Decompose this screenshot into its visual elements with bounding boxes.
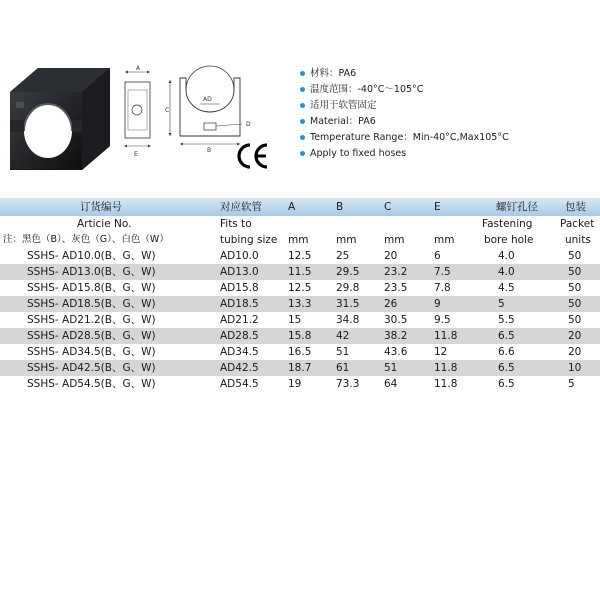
table-cell: SSHS- AD13.0(B、G、W)	[27, 266, 156, 278]
table-cell: 38.2	[384, 330, 408, 342]
table-cell: 26	[384, 298, 398, 310]
table-cell: 23.5	[384, 282, 408, 294]
table-cell: SSHS- AD15.8(B、G、W)	[27, 282, 156, 294]
table-cell: 12	[434, 346, 448, 358]
table-cell: AD21.2	[220, 314, 259, 326]
table-cell: 42	[336, 330, 350, 342]
dim-a-label: A	[136, 65, 141, 72]
table-cell: 18.7	[288, 362, 312, 374]
table-cell: 43.6	[384, 346, 408, 358]
table-cell: AD54.5	[220, 378, 259, 390]
table-cell: 15	[288, 314, 302, 326]
table-cell: 13.3	[288, 298, 312, 310]
bullet-icon	[300, 71, 305, 76]
side-view-drawing	[120, 60, 160, 160]
table-body	[0, 248, 600, 392]
table-cell: SSHS- AD34.5(B、G、W)	[27, 346, 156, 358]
table-row	[0, 248, 600, 264]
table-cell: 51	[384, 362, 398, 374]
product-photo	[10, 62, 110, 174]
table-cell: 11.8	[434, 330, 458, 342]
header-cell: 螺钉孔径	[496, 201, 538, 213]
header-cell: units	[565, 234, 591, 246]
spec-item: Material：PA6	[300, 114, 509, 130]
dim-d-label: D	[246, 121, 251, 128]
table-cell: 4.0	[498, 250, 515, 262]
table-cell: SSHS- AD21.2(B、G、W)	[27, 314, 156, 326]
table-cell: 5.5	[498, 314, 515, 326]
dim-b-label: B	[207, 147, 212, 154]
table-cell: 50	[568, 266, 582, 278]
table-cell: AD42.5	[220, 362, 259, 374]
table-cell: 16.5	[288, 346, 312, 358]
table-row	[0, 376, 600, 392]
table-row	[0, 264, 600, 280]
table-cell: 12.5	[288, 282, 312, 294]
table-cell: 34.8	[336, 314, 360, 326]
table-cell: 7.8	[434, 282, 451, 294]
color-note: 注：黑色（B）、灰色（G）、白色（W）	[3, 234, 169, 245]
table-cell: 7.5	[434, 266, 451, 278]
header-cell: Fits to	[220, 218, 252, 230]
table-cell: AD34.5	[220, 346, 259, 358]
table-cell: 19	[288, 378, 302, 390]
table-cell: 20	[568, 346, 582, 358]
table-cell: SSHS- AD42.5(B、G、W)	[27, 362, 156, 374]
table-cell: SSHS- AD10.0(B、G、W)	[27, 250, 156, 262]
table-cell: 4.5	[498, 282, 515, 294]
table-cell: 25	[336, 250, 350, 262]
table-cell: SSHS- AD18.5(B、G、W)	[27, 298, 156, 310]
table-cell: 9	[434, 298, 441, 310]
table-cell: 50	[568, 250, 582, 262]
table-header-cn	[0, 198, 600, 216]
table-cell: 64	[384, 378, 398, 390]
bullet-icon	[300, 119, 305, 124]
table-cell: AD13.0	[220, 266, 259, 278]
bullet-icon	[300, 87, 305, 92]
table-cell: 50	[568, 282, 582, 294]
table-cell: 5	[568, 378, 575, 390]
table-cell: 51	[336, 346, 350, 358]
table-cell: 73.3	[336, 378, 360, 390]
table-cell: 31.5	[336, 298, 360, 310]
table-cell: 6.5	[498, 362, 515, 374]
table-cell: 23.2	[384, 266, 408, 278]
spec-table	[0, 198, 600, 392]
table-cell: 6.5	[498, 378, 515, 390]
dim-e-label: E	[134, 151, 138, 158]
table-cell: 6.6	[498, 346, 515, 358]
bullet-icon	[300, 135, 305, 140]
table-row	[0, 280, 600, 296]
table-cell: 30.5	[384, 314, 408, 326]
spec-item: 温度范围：-40°C～105°C	[300, 82, 509, 98]
header-cell: mm	[434, 234, 455, 246]
header-cell: mm	[336, 234, 357, 246]
table-cell: 11.5	[288, 266, 312, 278]
table-cell: AD18.5	[220, 298, 259, 310]
spec-item: Temperature Range：Min-40°C,Max105°C	[300, 130, 509, 146]
table-cell: AD15.8	[220, 282, 259, 294]
table-row	[0, 360, 600, 376]
dim-ad-label: AD	[203, 96, 212, 103]
table-row	[0, 296, 600, 312]
table-row	[0, 312, 600, 328]
table-cell: 15.8	[288, 330, 312, 342]
table-cell: SSHS- AD54.5(B、G、W)	[27, 378, 156, 390]
table-cell: 20	[568, 330, 582, 342]
table-cell: 50	[568, 298, 582, 310]
dim-c-label: C	[165, 107, 170, 114]
header-cell: Fastening	[482, 218, 533, 230]
table-cell: 20	[384, 250, 398, 262]
header-cell: B	[336, 201, 344, 213]
table-cell: 10	[568, 362, 582, 374]
table-cell: 29.5	[336, 266, 360, 278]
header-cell: mm	[288, 234, 309, 246]
ce-mark	[235, 140, 269, 172]
table-cell: 50	[568, 314, 582, 326]
header-cell: bore hole	[484, 234, 534, 246]
spec-item: Apply to fixed hoses	[300, 146, 509, 162]
table-cell: 11.8	[434, 378, 458, 390]
bullet-icon	[300, 103, 305, 108]
table-row	[0, 328, 600, 344]
header-cell: Packet	[560, 218, 595, 230]
table-header-units	[0, 232, 600, 248]
header-cell: E	[434, 201, 441, 213]
table-cell: AD10.0	[220, 250, 259, 262]
header-cell: A	[288, 201, 296, 213]
header-cell: C	[384, 201, 392, 213]
table-cell: 61	[336, 362, 350, 374]
header-cell: mm	[384, 234, 405, 246]
header-cell: tubing size	[220, 234, 278, 246]
header-cell: 订货编号	[80, 201, 122, 213]
header-cell: Articie No.	[77, 218, 132, 230]
table-cell: SSHS- AD28.5(B、G、W)	[27, 330, 156, 342]
header-cell: 对应软管	[220, 201, 262, 213]
table-cell: 6	[434, 250, 441, 262]
table-cell: 29.8	[336, 282, 360, 294]
table-cell: 5	[498, 298, 505, 310]
table-cell: 4.0	[498, 266, 515, 278]
spec-item: 材料：PA6	[300, 66, 509, 82]
spec-item: 适用于软管固定	[300, 98, 509, 114]
table-cell: 11.8	[434, 362, 458, 374]
spec-list	[300, 66, 509, 162]
header-cell: 包装	[565, 201, 586, 213]
table-cell: 6.5	[498, 330, 515, 342]
bullet-icon	[300, 151, 305, 156]
table-cell: AD28.5	[220, 330, 259, 342]
table-header-en	[0, 216, 600, 232]
table-cell: 12.5	[288, 250, 312, 262]
table-cell: 9.5	[434, 314, 451, 326]
table-row	[0, 344, 600, 360]
